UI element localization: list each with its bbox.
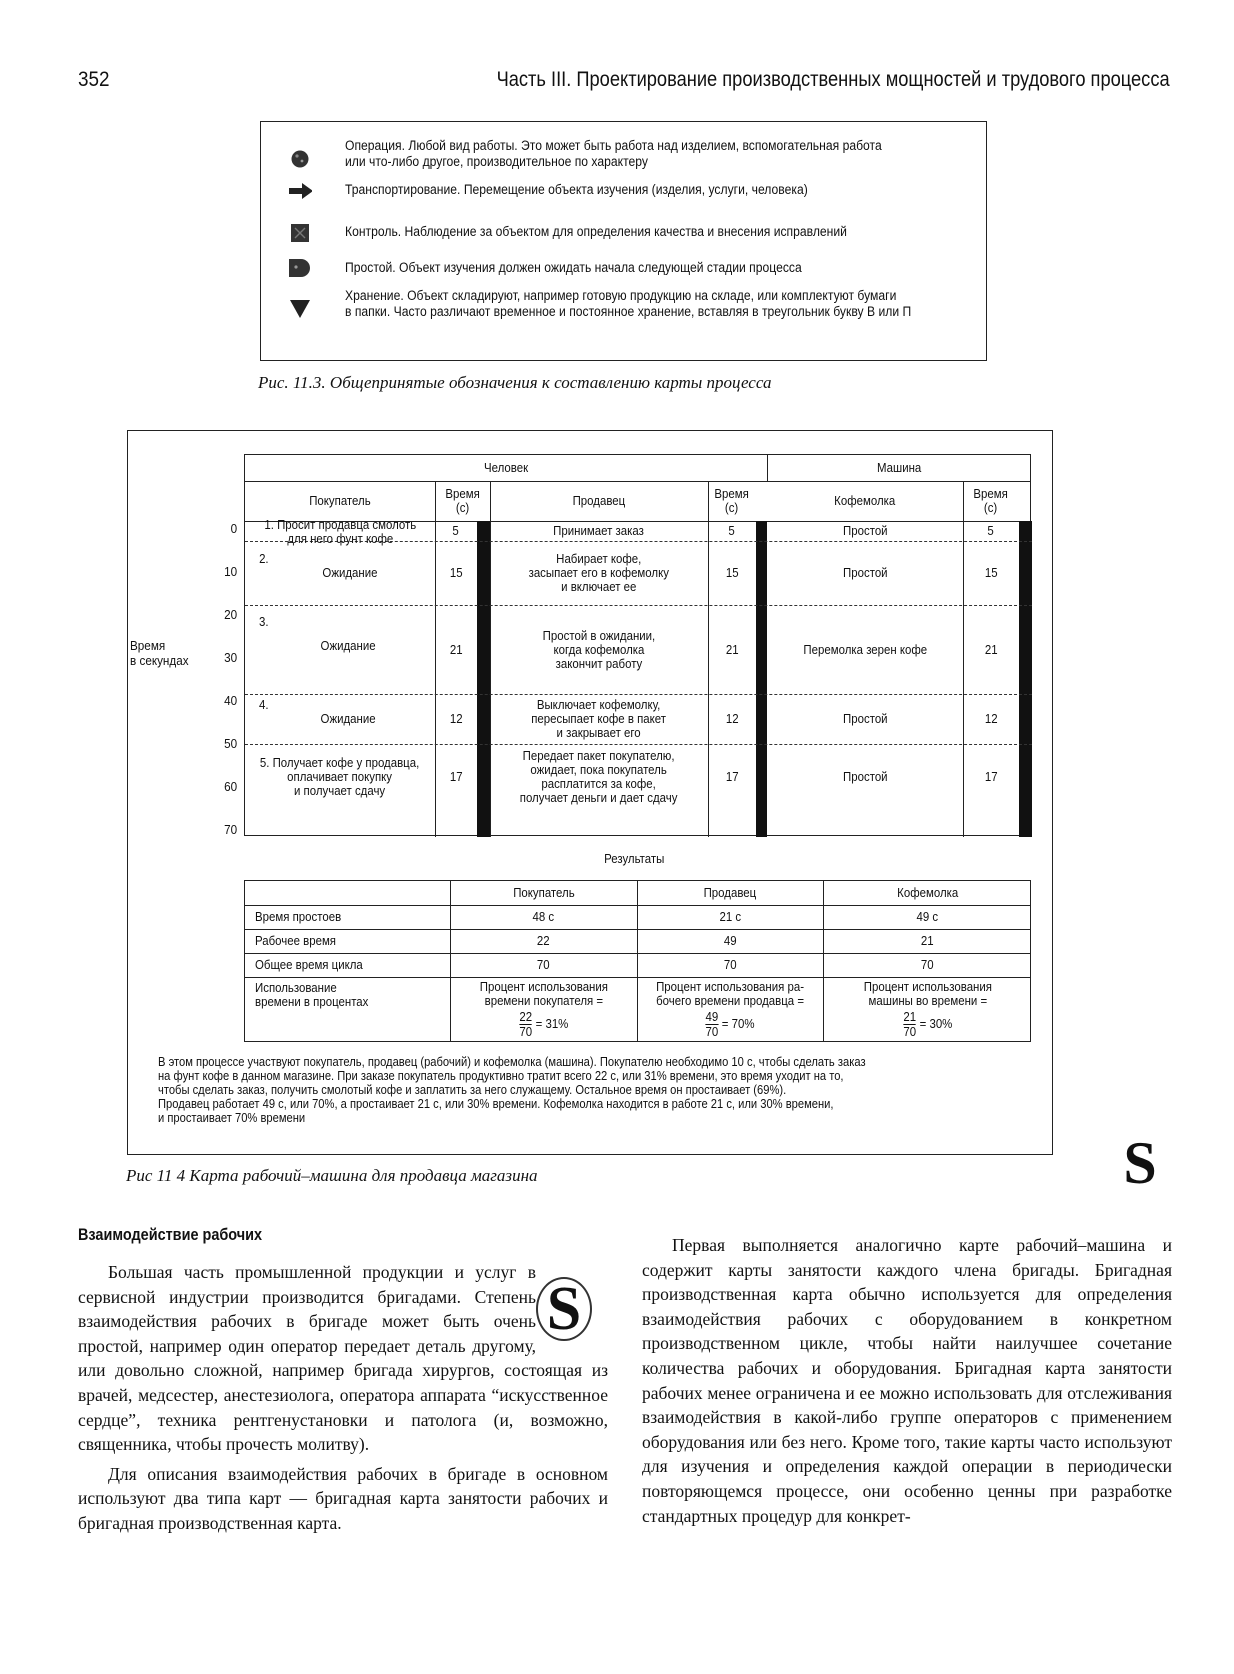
time-tick: 40 xyxy=(224,693,238,708)
results-title: Результаты xyxy=(604,851,665,866)
left-text-column xyxy=(78,1260,608,1536)
results-row-label: Рабочее время xyxy=(255,933,337,948)
results-table: Покупатель Продавец Кофемолка Время простоев 48 с 21 с 49 с Рабочее время 22 49 21 Общее время цикла 70 70 70 Использование времени в процентах Процент использования времени покупателя = $\frac{22}{70}$ = 31% Процент использования ра- бочего времени продавца = $\frac{49}{70}$ = 70% Процент использования машины во времени = $\frac{21}{70}$ = 30% xyxy=(244,880,1031,1042)
chart-explanation-note: В этом процессе участвуют покупатель, продавец (рабочий) и кофемолка (машина). Покупателю необходимо 10 с, чтобы сделать заказ на фунт кофе в данном магазине. При заказе покупатель продуктивно тратит всего 22 с, или 31% времени, это время уходит на то, чтобы сделать заказ, получить смолотый кофе и заплатить за него служащему. Остальное время он простаивает (69%). Продавец работает 49 с, или 70%, а простаивает 21 с, или 30% времени. Кофемолка находится в работе 21 с, или 30% времени, и простаивает 70% времени xyxy=(158,1054,866,1125)
group-human-header: Человек xyxy=(483,460,529,475)
paragraph: Первая выполняется аналогично карте рабочий–машина и содержит карты занятости каждого члена бригады. Бригадная производственная карта обычно используется для определения взаимодействия рабочих с оборудованием в конкретном производственном цикле, чтобы найти наилучшее сочетание количества рабочих и оборудования. Бригадная карта занятости рабочих менее ограничена и ее можно использовать для отслеживания взаимодействия в какой-либо группе операторов с применением оборудования или без него. Кроме того, такие карты часто используют для изучения и определения каждой операции в периодически повторяющемся процессе, они особенно ценны при разработке стандартных процедур для конкрет- xyxy=(642,1235,1172,1526)
paragraph: Большая часть промышленной продукции и услуг в сервисной индустрии производится бригадами. Степень взаимодействия рабочих в бригаде может быть очень простой, например один оператор передает деталь другому, или довольно сложной, например бригада хирургов, состоящая из врачей, медсестер, анестезиолога, оператора аппарата “искусственное сердце”, техника рентгенустановки и патолога (и, возможно, священника, чтобы прочесть молитву). xyxy=(78,1262,608,1455)
right-text-column xyxy=(642,1233,1172,1528)
results-row-label: Использование времени в процентах xyxy=(255,980,369,1009)
time-tick: 60 xyxy=(224,779,238,794)
circle-operation-icon xyxy=(288,148,312,170)
col-buyer-time-header: Время (с) xyxy=(445,486,480,515)
paragraph: Для описания взаимодействия рабочих в бригаде в основном используют два типа карт — бригадная карта занятости рабочих и бригадная производственная карта. xyxy=(78,1463,608,1533)
square-inspection-icon xyxy=(288,222,312,244)
time-tick: 20 xyxy=(224,607,238,622)
running-header: Часть III. Проектирование производственных мощностей и трудового процесса xyxy=(496,68,1170,91)
results-row-label: Время простоев xyxy=(255,909,342,924)
time-tick: 0 xyxy=(230,521,238,536)
table-row: 2. Ожидание xyxy=(259,551,378,580)
table-row: 5. Получает кофе у продавца, оплачивает покупку и получает сдачу xyxy=(260,754,420,798)
figure-caption-11-3: Рис. 11.3. Общепринятые обозначения к составлению карты процесса xyxy=(258,373,772,392)
results-row-label: Общее время цикла xyxy=(255,957,363,972)
col-grinder-time-header: Время (с) xyxy=(973,486,1009,515)
activity-table: Человек Машина Покупатель Время (с) Продавец Время (с) Кофемолка Время (с) 1. Просит продавца смолоть для него фунт кофе 5 Принимает заказ 5 Простой 5 2. Ожидание 15 Набирает кофе, засыпает его в кофемолку и включает ее 15 Простой 15 3. Ожидание 21 Простой в ожидании, когда кофемолка закончит работу 21 Перемолка зерен кофе 21 4. Ожидание 12 Выключает кофемолку, пересыпает кофе в пакет и закрывает его 12 Простой 12 5. Получает кофе у продавца, оплачивает покупку и получает сдачу 17 Передает пакет покупателю, ожидает, пока покупатель расплатится за кофе, получает деньги и дает сдачу 17 Простой 17 xyxy=(244,454,1031,836)
time-tick: 30 xyxy=(224,650,238,665)
time-tick: 10 xyxy=(224,564,238,579)
s-service-logo: S xyxy=(536,1277,592,1341)
figure-caption-11-4: Рис 11 4 Карта рабочий–машина для продавца магазина xyxy=(126,1166,538,1185)
col-seller-time-header: Время (с) xyxy=(714,486,750,515)
arrow-transport-icon xyxy=(288,180,312,202)
section-heading: Взаимодействие рабочих xyxy=(78,1225,263,1244)
col-seller-header: Продавец xyxy=(572,493,626,508)
page-number: 352 xyxy=(78,68,110,91)
d-delay-icon xyxy=(288,257,312,279)
time-tick: 50 xyxy=(224,736,238,751)
triangle-storage-icon xyxy=(288,298,312,320)
table-row: 4. Ожидание xyxy=(258,697,376,726)
col-grinder-header: Кофемолка xyxy=(834,493,896,508)
process-symbols-legend: Операция. Любой вид работы. Это может быть работа над изделием, вспомогательная работа или что-либо другое, производительное по характеру Транспортирование. Перемещение объекта изучения (изделия, услуги, человека) Контроль. Наблюдение за объектом для определения качества и внесения исправлений Простой. Объект изучения должен ожидать начала следующей стадии процесса Хранение. Объект складируют, например готовую продукцию на складе, или комплектуют бумаги в папки. Часто различают временное и постоянное хранение, вставляя в треугольник букву B или П xyxy=(260,121,987,361)
group-machine-header: Машина xyxy=(877,460,922,475)
col-buyer-header: Покупатель xyxy=(309,493,371,508)
s-service-logo: S xyxy=(1123,1129,1157,1196)
time-tick: 70 xyxy=(224,822,238,837)
table-row: 1. Просит продавца смолоть для него фунт кофе xyxy=(264,517,416,546)
table-row: 3. Ожидание xyxy=(258,613,376,653)
time-axis-label: Время в секундах xyxy=(130,638,189,668)
